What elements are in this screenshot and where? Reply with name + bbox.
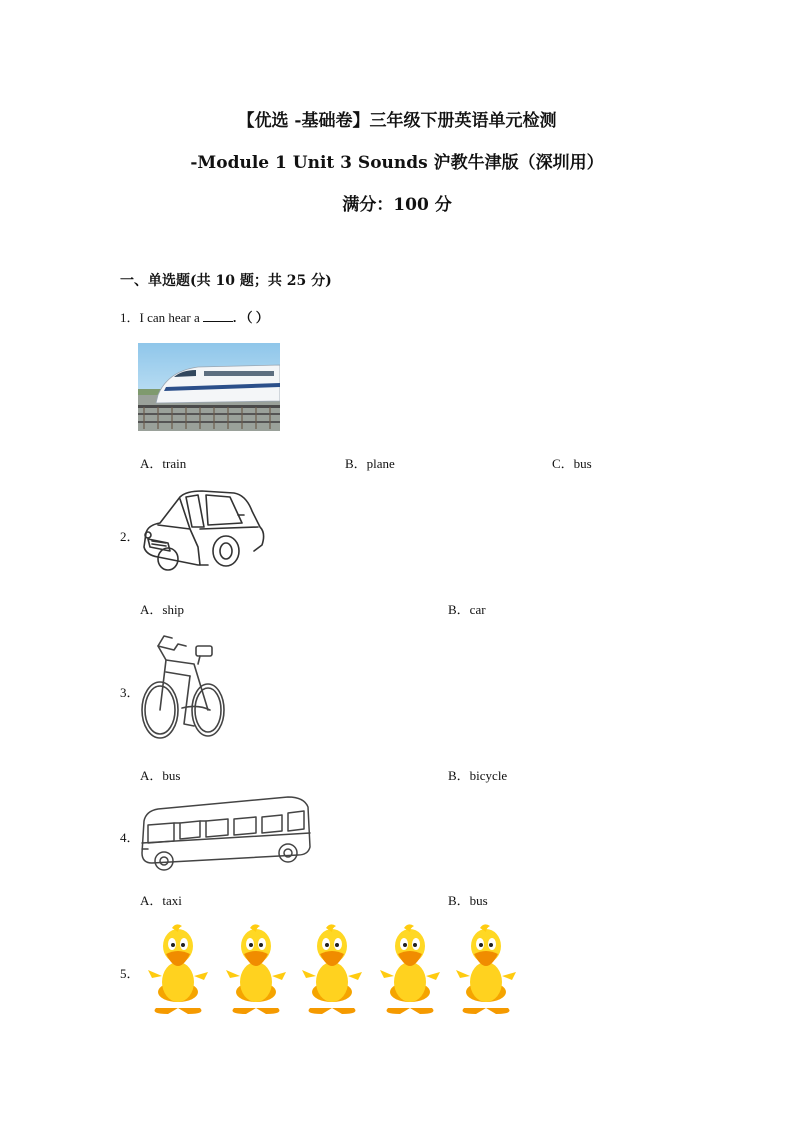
option-c[interactable]: C．bus — [552, 456, 592, 471]
exam-subtitle: -Module 1 Unit 3 Sounds 沪教牛津版（深圳用） — [190, 153, 604, 173]
question-2-number: 2． — [120, 529, 140, 544]
option-b[interactable]: B．bus — [448, 893, 488, 908]
question-5-number: 5． — [120, 966, 140, 981]
question-3-number: 3． — [120, 685, 140, 700]
question-4-number: 4． — [120, 830, 140, 845]
question-number: 1． — [120, 310, 140, 325]
five-ducks — [148, 922, 520, 1018]
option-b[interactable]: B．plane — [345, 456, 395, 471]
question-1 — [120, 307, 269, 326]
bus-drawing — [138, 793, 312, 877]
train-photo — [138, 343, 280, 431]
section-heading: 一、单选题(共 10 题；共 25 分) — [120, 273, 332, 289]
exam-full-score: 满分：100 分 — [342, 195, 452, 215]
option-b[interactable]: B．car — [448, 602, 486, 617]
option-b[interactable]: B．bicycle — [448, 768, 508, 783]
exam-title: 【优选 -基础卷】三年级下册英语单元检测 — [237, 111, 557, 131]
option-a[interactable]: A．taxi — [140, 893, 182, 908]
question-text: I can hear a — [139, 310, 200, 325]
option-a[interactable]: A．train — [140, 456, 187, 471]
option-a[interactable]: A．bus — [140, 768, 181, 783]
bicycle-drawing — [138, 632, 228, 742]
car-drawing — [138, 485, 268, 575]
option-a[interactable]: A．ship — [140, 602, 185, 617]
answer-blank[interactable] — [203, 309, 233, 322]
question-text-end: . （ ） — [233, 310, 269, 325]
